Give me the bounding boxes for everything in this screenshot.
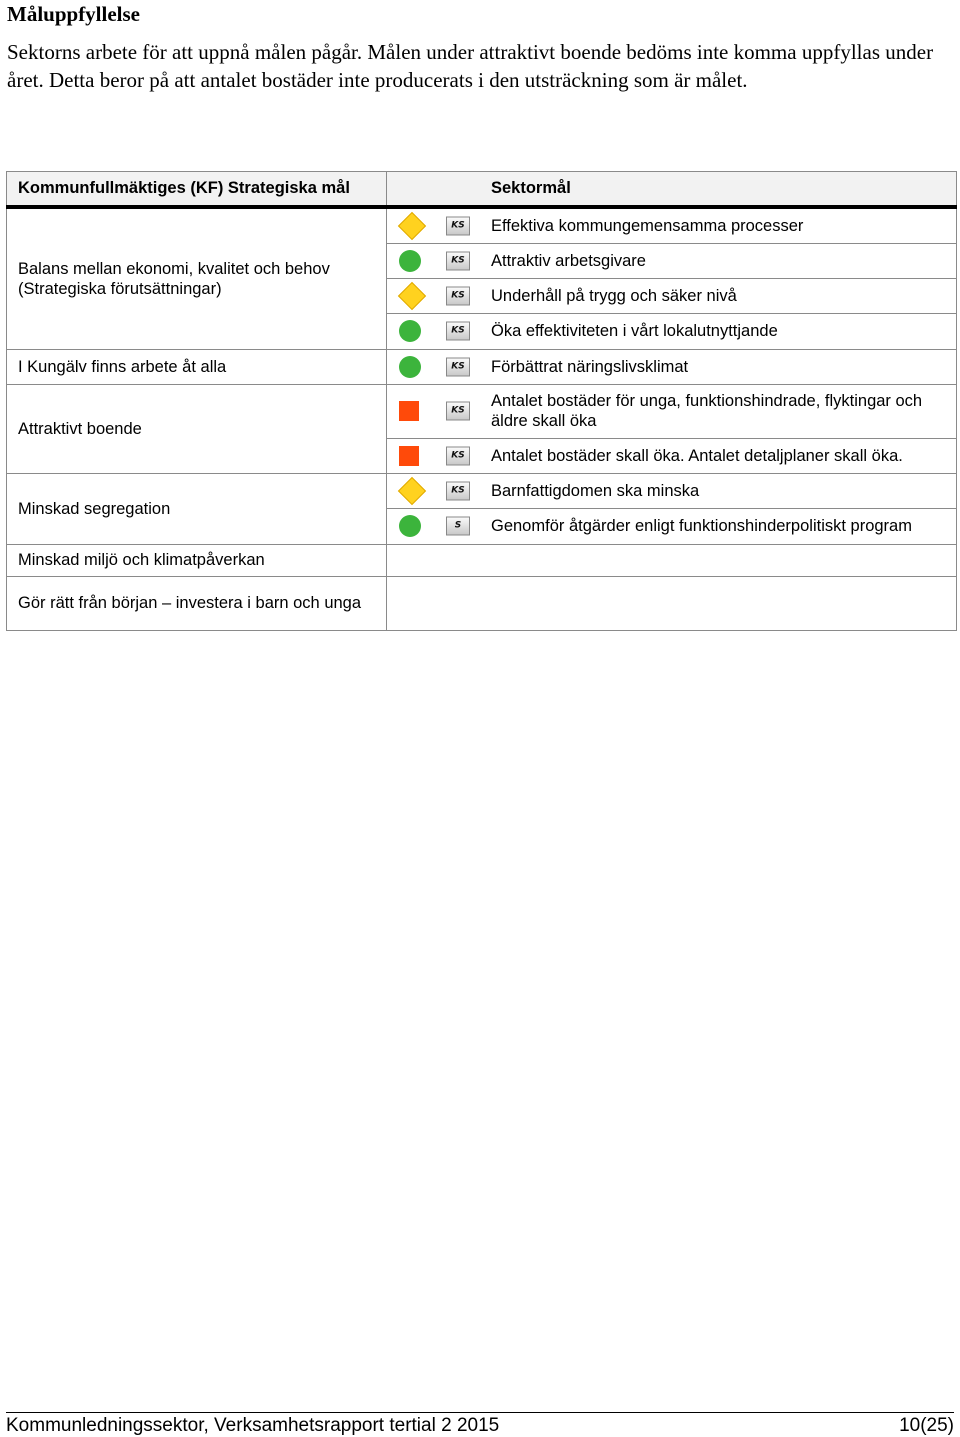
empty-cell [387,544,957,576]
footer-title: Kommunledningssektor, Verksamhetsrapport tertial 2 2015 [6,1415,500,1436]
ks-icon: S [446,517,470,536]
table-header-row [7,172,957,208]
kf-goal: Minskad miljö och klimatpåverkan [7,544,387,576]
ks-icon: KS [446,402,470,421]
sector-goal-label: Effektiva kommungemensamma processer [491,216,804,235]
status-green-icon [399,356,421,378]
ks-icon: KS [446,251,470,270]
sector-goal-row [387,278,957,313]
status-green-icon [399,515,421,537]
header-kf: Kommunfullmäktiges (KF) Strategiska mål [7,172,387,208]
ks-icon: KS [446,216,470,235]
sector-goal-row [387,349,957,384]
intro-paragraph: Sektorns arbete för att uppnå målen pågår. Målen under attraktivt boende bedöms inte komma uppfyllas under året. Detta beror på att antalet bostäder inte producerats i den utsträckning som är målet. [7,40,934,92]
ks-icon: KS [446,322,470,341]
sector-goal-label: Attraktiv arbetsgivare [491,251,646,270]
empty-cell [387,576,957,630]
status-red-icon [399,401,419,421]
sector-goal-row [387,508,957,544]
sector-goal-label: Förbättrat näringslivsklimat [491,357,689,376]
sector-goal-row [387,207,957,243]
ks-icon: KS [446,357,470,376]
status-yellow-icon [398,212,426,240]
sector-goal-row [387,313,957,349]
page-number: 10(25) [899,1415,954,1436]
sector-goal-label: Underhåll på trygg och säker nivå [491,286,737,305]
status-yellow-icon [398,281,426,309]
header-sektor: Sektormål [387,172,957,208]
kf-goal: I Kungälv finns arbete åt alla [7,349,387,384]
status-green-icon [399,320,421,342]
goals-table [6,171,957,631]
sector-goal-label: Öka effektiviteten i vårt lokalutnyttjande [491,322,778,340]
sector-goal-row [387,473,957,508]
kf-goal: Balans mellan ekonomi, kvalitet och behov (Strategiska förutsättningar) [7,207,387,349]
sector-goal-label: Antalet bostäder för unga, funktionshindrade, flyktingar och äldre skall öka [491,392,923,430]
ks-icon: KS [446,286,470,305]
status-red-icon [399,446,419,466]
sector-goal-row [387,438,957,473]
ks-icon: KS [446,481,470,500]
kf-goal: Gör rätt från början – investera i barn och unga [7,576,387,630]
status-green-icon [399,250,421,272]
sector-goal-label: Barnfattigdomen ska minska [491,481,700,500]
kf-goal: Attraktivt boende [7,384,387,473]
sector-goal-label: Genomför åtgärder enligt funktionshinderpolitiskt program [491,517,912,535]
status-yellow-icon [398,476,426,504]
page-heading: Måluppfyllelse [7,2,141,26]
sector-goal-row [387,243,957,278]
page-footer [6,1412,954,1437]
sector-goal-label: Antalet bostäder skall öka. Antalet detaljplaner skall öka. [491,446,903,465]
ks-icon: KS [446,446,470,465]
sector-goal-row [387,384,957,438]
kf-goal: Minskad segregation [7,473,387,544]
